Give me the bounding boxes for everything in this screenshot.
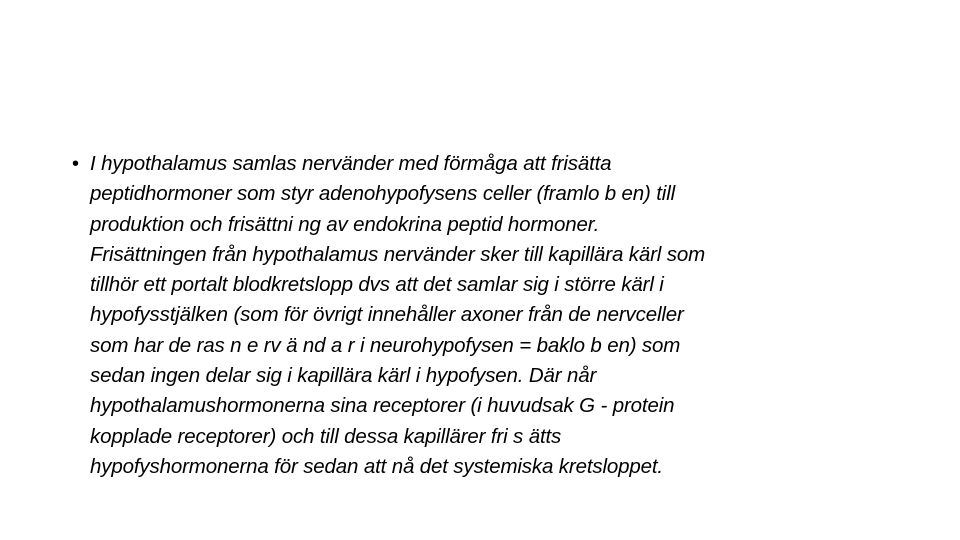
- slide-body-text: [72, 149, 902, 482]
- paragraph-line-10: kopplade receptorer) och till dessa kapillärer fri s ätts: [90, 424, 562, 448]
- paragraph-line-4: Frisättningen från hypothalamus nervänder sker till kapillära kärl som: [90, 242, 706, 266]
- paragraph-line-8: sedan ingen delar sig i kapillära kärl i hypofysen. Där når: [90, 364, 597, 388]
- paragraph-line-3: produktion och frisättni ng av endokrina peptid hormoner.: [90, 212, 600, 236]
- paragraph-line-6: hypofysstjälken (som för övrigt innehåller axoner från de nervceller: [90, 303, 684, 327]
- paragraph-line-9: hypothalamushormonerna sina receptorer (i huvudsak G - protein: [90, 394, 675, 418]
- paragraph-line-1: I hypothalamus samlas nervänder med förmåga att frisätta: [90, 152, 612, 175]
- paragraph-line-2: peptidhormoner som styr adenohypofysens celler (framlo b en) till: [90, 182, 676, 206]
- bullet-paragraph: [72, 149, 902, 482]
- paragraph-line-7: som har de ras n e rv ä nd a r i neurohypofysen = baklo b en) som: [90, 333, 681, 357]
- paragraph-line-5: tillhör ett portalt blodkretslopp dvs att det samlar sig i större kärl i: [90, 273, 664, 297]
- paragraph-line-11: hypofyshormonerna för sedan att nå det systemiska kretsloppet.: [90, 454, 663, 478]
- bullet-marker: •: [72, 153, 80, 175]
